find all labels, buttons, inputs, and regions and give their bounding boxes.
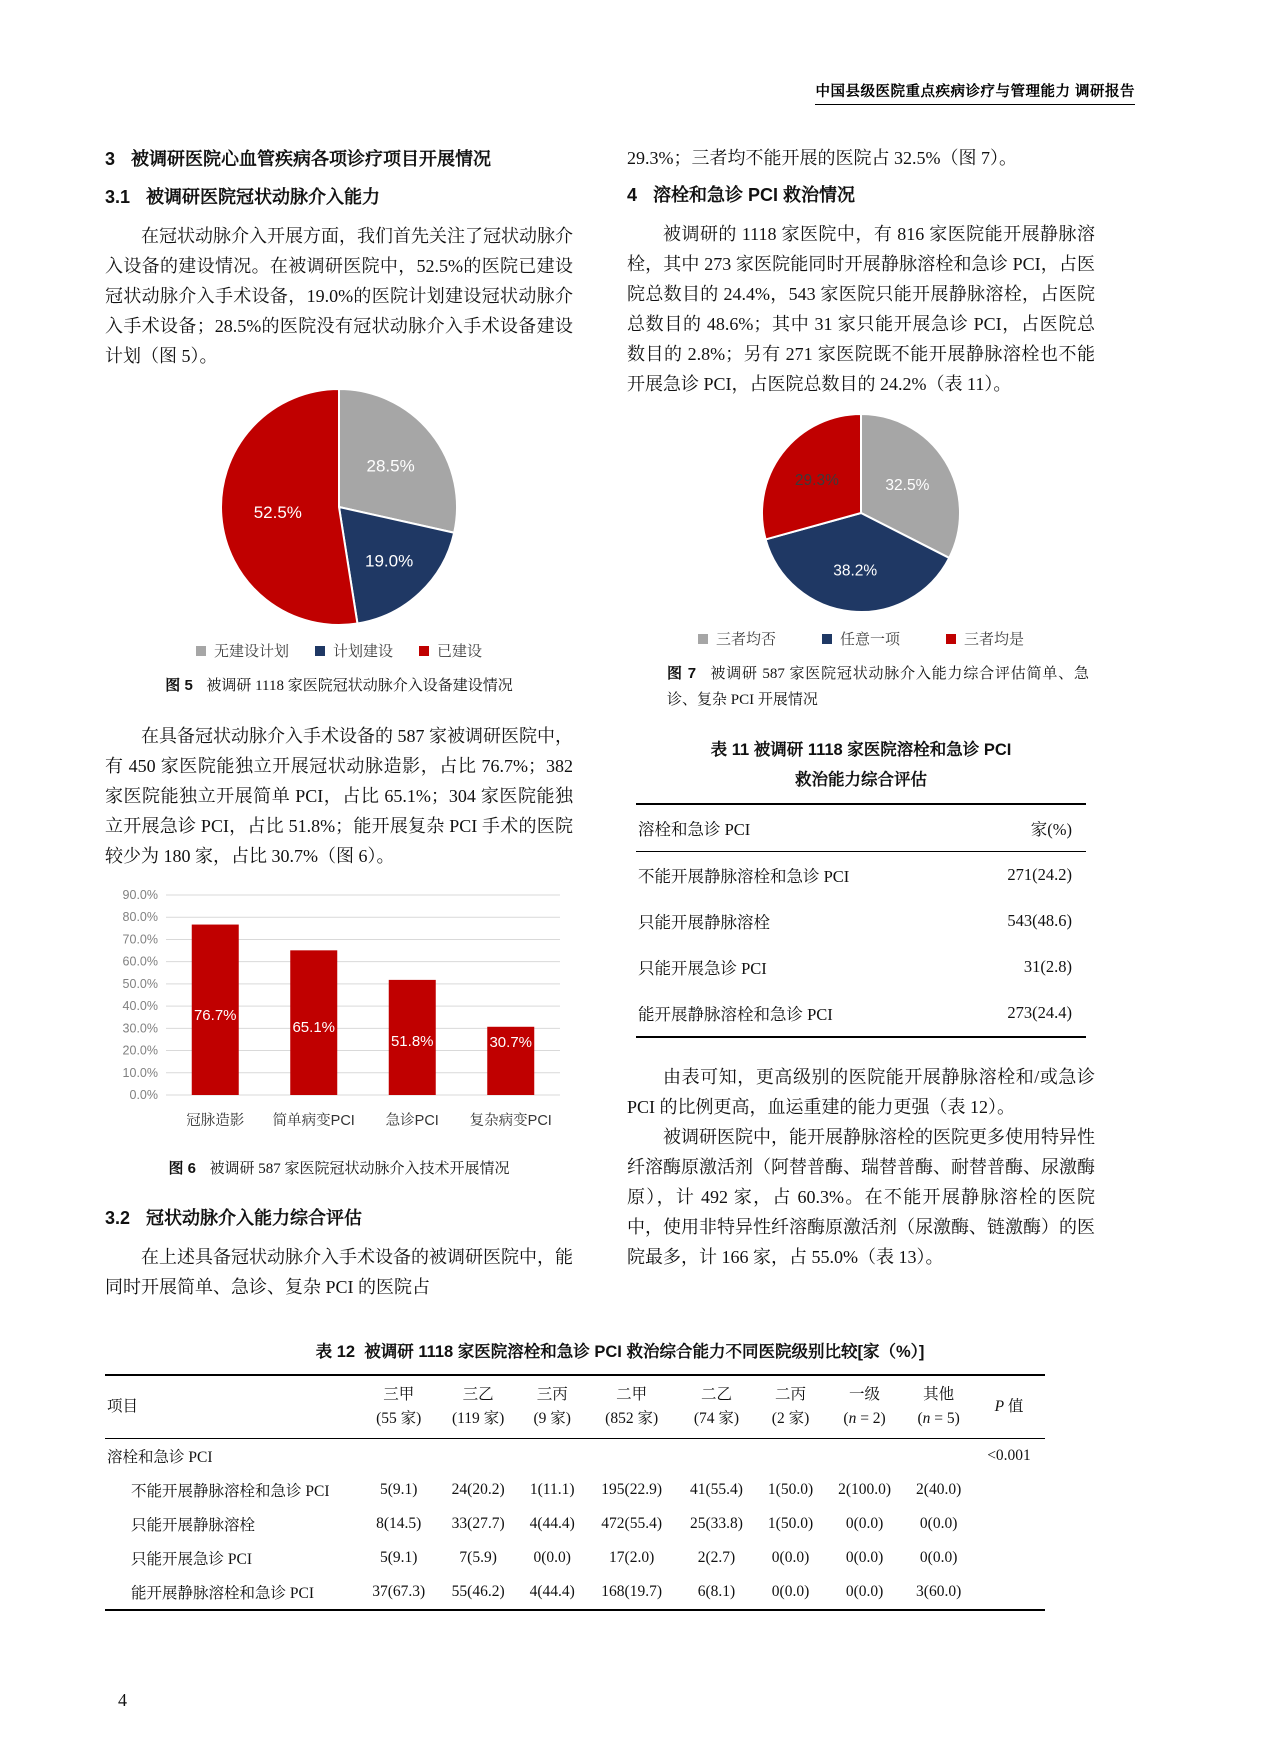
- legend-label: 已建设: [437, 643, 483, 660]
- t12-row-label: 能开展静脉溶栓和急诊 PCI: [131, 1585, 314, 1602]
- column-header-line2: (74 家): [693, 1410, 740, 1427]
- table-label: 表 11: [710, 741, 750, 759]
- figure-6: [105, 881, 573, 1144]
- bar-chart-pci-techniques: [108, 881, 570, 1139]
- t12-cell: [756, 1439, 825, 1474]
- paragraph: 在具备冠状动脉介入手术设备的 587 家被调研医院中，有 450 家医院能独立开展冠状动脉造影，占比 76.7%；382 家医院能独立开展简单 PCI，占比 65.1%；304 家医院能独立开展急诊 PCI，占比 51.8%；能开展复杂 PCI 手术的医院较少为 180 家，占比 30.7%（图 6）。: [105, 726, 573, 866]
- t12-cell: 24(20.2): [451, 1481, 505, 1498]
- column-header-line2: (9 家): [533, 1410, 571, 1427]
- t11-row-label: 能开展静脉溶栓和急诊 PCI: [638, 1005, 833, 1024]
- paragraph: 在冠状动脉介入开展方面，我们首先关注了冠状动脉介入设备的建设情况。在被调研医院中，52.5%的医院已建设冠状动脉介入手术设备，19.0%的医院计划建设冠状动脉介入手术设备；28.5%的医院没有冠状动脉介入手术设备建设计划（图 5）。: [105, 226, 573, 366]
- y-tick-label: 20.0%: [122, 1043, 158, 1058]
- t12-cell: 25(33.8): [690, 1515, 743, 1532]
- column-header-line2: (119 家): [451, 1410, 505, 1427]
- t12-cell: 1(50.0): [767, 1515, 814, 1532]
- t12-cell: 0(0.0): [533, 1549, 571, 1566]
- paragraph-continuation: 29.3%；三者均不能开展的医院占 32.5%（图 7）。: [627, 148, 1017, 168]
- section-title: 被调研医院心血管疾病各项诊疗项目开展情况: [131, 149, 492, 169]
- section-number: 3: [105, 149, 116, 169]
- t12-cell: 2(100.0): [838, 1481, 892, 1498]
- column-header-三乙: [438, 1375, 517, 1439]
- t12-cell: 1(50.0): [767, 1481, 814, 1498]
- column-header-line1: 二乙: [700, 1386, 732, 1403]
- t12-cell: 7(5.9): [459, 1549, 497, 1566]
- pie-slice-label: 38.2%: [833, 562, 878, 580]
- t12-cell: 0(0.0): [845, 1515, 884, 1532]
- pie-chart-equipment: [208, 381, 470, 633]
- table-header-row: [636, 804, 1086, 852]
- legend-swatch: [698, 634, 708, 644]
- figure-label: 图 7: [667, 665, 697, 682]
- y-tick-label: 50.0%: [122, 976, 158, 991]
- t12-cell: [518, 1439, 587, 1474]
- t12-cell: 4(44.4): [529, 1515, 575, 1532]
- x-category-label: 简单病变PCI: [272, 1113, 355, 1129]
- t12-cell: 6(8.1): [697, 1583, 736, 1600]
- table-row: [105, 1507, 1045, 1541]
- figure-7: [627, 409, 1095, 649]
- page-number: 4: [118, 1690, 127, 1710]
- t11-row-value: 271(24.2): [1007, 865, 1072, 884]
- t12-cell: 17(2.0): [609, 1549, 655, 1566]
- legend-item-任意一项: [822, 628, 900, 649]
- legend-swatch: [315, 646, 325, 656]
- table-row: [105, 1575, 1045, 1610]
- pie-slice-label: 29.3%: [794, 471, 839, 489]
- t12-cell: 4(44.4): [529, 1583, 575, 1600]
- table-row: [636, 990, 1086, 1037]
- column-header-line2: (852 家): [605, 1410, 659, 1427]
- t12-row-label: 只能开展急诊 PCI: [131, 1551, 252, 1568]
- t12-cell: 0(0.0): [919, 1549, 958, 1566]
- y-tick-label: 80.0%: [122, 910, 158, 925]
- legend-label: 任意一项: [839, 631, 900, 648]
- t12-cell: 0(0.0): [771, 1549, 810, 1566]
- t12-cell: 472(55.4): [601, 1515, 662, 1532]
- section-number: 3.2: [105, 1208, 131, 1228]
- t12-p-value-cell: [973, 1507, 1045, 1541]
- t12-cell: 0(0.0): [845, 1583, 884, 1600]
- paragraph: 被调研医院中，能开展静脉溶栓的医院更多使用特异性纤溶酶原激活剂（阿替普酶、瑞替普酶、耐替普酶、尿激酶原），计 492 家，占 60.3%。在不能开展静脉溶栓的医院中，使用非特异性纤溶酶原激活剂（尿激酶、链激酶）的医院最多，计 166 家，占 55.0%（表 13）。: [627, 1127, 1095, 1267]
- t12-cell: 8(14.5): [376, 1515, 422, 1532]
- table-row: [105, 1473, 1045, 1507]
- legend-swatch: [419, 646, 429, 656]
- figure-5-legend: [105, 640, 573, 661]
- t11-row-label: 不能开展静脉溶栓和急诊 PCI: [638, 867, 850, 886]
- column-header-二甲: [587, 1375, 677, 1439]
- t12-cell: 55(46.2): [451, 1583, 505, 1600]
- t12-row-label: 只能开展静脉溶栓: [131, 1517, 256, 1534]
- paragraph: 被调研的 1118 家医院中，有 816 家医院能开展静脉溶栓，其中 273 家医院能同时开展静脉溶栓和急诊 PCI，占医院总数目的 24.4%，543 家医院只能开展静脉溶栓，占医院总数目的 48.6%；其中 31 家只能开展急诊 PCI，占医院总数目的 2.8%；另有 271 家医院既不能开展静脉溶栓也不能开展急诊 PCI，占医院总数目的 24.2%（表 11）。: [627, 224, 1095, 394]
- t12-cell: 195(22.9): [601, 1481, 662, 1498]
- legend-item-计划建设: [315, 640, 393, 661]
- table-caption-line1: 被调研 1118 家医院溶栓和急诊 PCI: [753, 741, 1012, 759]
- t12-p-value-cell: <0.001: [987, 1447, 1031, 1464]
- table-caption-text: 被调研 1118 家医院溶栓和急诊 PCI 救治综合能力不同医院级别比较[家（%）]: [364, 1343, 925, 1361]
- y-tick-label: 30.0%: [122, 1021, 158, 1036]
- legend-label: 无建设计划: [213, 643, 289, 660]
- pie-slice-label: 52.5%: [253, 502, 302, 522]
- column-header-line1: 三丙: [536, 1386, 568, 1403]
- column-header-一级: [825, 1375, 904, 1439]
- section-number: 4: [627, 185, 638, 205]
- legend-label: 三者均否: [715, 631, 776, 648]
- running-title: 中国县级医院重点疾病诊疗与管理能力 调研报告: [815, 84, 1135, 105]
- legend-swatch: [196, 646, 206, 656]
- figure-label: 图 6: [168, 1160, 196, 1177]
- t11-row-value: 273(24.4): [1007, 1003, 1072, 1022]
- t12-p-value-cell: [973, 1473, 1045, 1507]
- t12-cell: 0(0.0): [919, 1515, 958, 1532]
- legend-item-无建设计划: [196, 640, 289, 661]
- t12-cell: 3(60.0): [916, 1583, 962, 1600]
- t12-cell: [587, 1439, 677, 1474]
- y-tick-label: 10.0%: [122, 1065, 158, 1080]
- t12-cell: 33(27.7): [451, 1515, 505, 1532]
- table-row: [636, 852, 1086, 899]
- t12-cell: 41(55.4): [690, 1481, 743, 1498]
- section-title: 冠状动脉介入能力综合评估: [146, 1208, 363, 1228]
- t12-p-value-cell: [973, 1541, 1045, 1575]
- column-header-二乙: [677, 1375, 756, 1439]
- two-column-layout: [105, 143, 1135, 1302]
- y-tick-label: 0.0%: [129, 1088, 158, 1102]
- table-row: [105, 1439, 1045, 1474]
- legend-item-三者均否: [698, 628, 776, 649]
- y-tick-label: 70.0%: [122, 932, 158, 947]
- column-header-三甲: [359, 1375, 438, 1439]
- column-header-line1: 三甲: [383, 1386, 415, 1403]
- t12-cell: [438, 1439, 517, 1474]
- column-header-三丙: [518, 1375, 587, 1439]
- t12-cell: 37(67.3): [372, 1583, 426, 1600]
- t12-p-value-cell: [973, 1575, 1045, 1610]
- column-header-二丙: [756, 1375, 825, 1439]
- column-header-line1: 三乙: [462, 1386, 494, 1403]
- right-column: [627, 143, 1095, 1302]
- column-header-line2: (n = 2): [843, 1410, 886, 1427]
- figure-6-caption: [105, 1156, 573, 1182]
- t11-row-label: 只能开展急诊 PCI: [638, 959, 767, 978]
- pie-slice-label: 19.0%: [364, 551, 414, 571]
- page-header: [105, 80, 1135, 101]
- t12-cell: [359, 1439, 438, 1474]
- t12-cell: [825, 1439, 904, 1474]
- bar-value-label: 76.7%: [193, 1006, 237, 1024]
- paragraph: 在上述具备冠状动脉介入手术设备的被调研医院中，能同时开展简单、急诊、复杂 PCI 的医院占: [105, 1247, 573, 1297]
- t12-row-label: 不能开展静脉溶栓和急诊 PCI: [131, 1483, 330, 1500]
- column-header-p-value: P 值: [994, 1398, 1024, 1415]
- y-tick-label: 90.0%: [122, 888, 158, 902]
- y-tick-label: 40.0%: [122, 999, 158, 1014]
- table-12-caption: [105, 1338, 1135, 1362]
- pie-slice-label: 28.5%: [366, 456, 415, 476]
- section-title: 溶栓和急诊 PCI 救治情况: [653, 185, 856, 205]
- table-11: [636, 803, 1086, 1038]
- column-header-line2: (55 家): [376, 1410, 422, 1427]
- column-header-item: 项目: [107, 1398, 139, 1415]
- x-category-label: 冠脉造影: [186, 1113, 245, 1129]
- t11-row-label: 只能开展静脉溶栓: [638, 913, 770, 932]
- legend-item-三者均是: [946, 628, 1024, 649]
- section-3-heading: [105, 145, 573, 173]
- t12-cell: 0(0.0): [845, 1549, 884, 1566]
- t11-row-value: 31(2.8): [1023, 957, 1072, 976]
- x-category-label: 复杂病变PCI: [469, 1113, 552, 1129]
- t12-cell: 2(40.0): [916, 1481, 962, 1498]
- legend-swatch: [946, 634, 956, 644]
- table-row: [105, 1541, 1045, 1575]
- section-title: 被调研医院冠状动脉介入能力: [146, 187, 381, 207]
- t12-cell: [677, 1439, 756, 1474]
- t12-row-label: 溶栓和急诊 PCI: [107, 1449, 213, 1466]
- table-label: 表 12: [315, 1343, 356, 1361]
- bar-value-label: 51.8%: [390, 1032, 434, 1050]
- pie-chart-thrombolysis: [753, 409, 969, 621]
- section-4-heading: [627, 181, 1095, 209]
- t12-cell: 5(9.1): [379, 1481, 418, 1498]
- legend-label: 计划建设: [332, 643, 393, 660]
- table-row: [636, 944, 1086, 990]
- left-column: [105, 143, 573, 1302]
- column-header-line1: 一级: [849, 1386, 881, 1403]
- figure-caption-text: 被调研 587 家医院冠状动脉介入能力综合评估简单、急诊、复杂 PCI 开展情况: [667, 666, 1089, 708]
- figure-7-caption: [627, 661, 1095, 713]
- column-header-line2: (2 家): [771, 1410, 810, 1427]
- t11-row-value: 543(48.6): [1007, 911, 1072, 930]
- table-row: [636, 898, 1086, 944]
- t12-cell: 5(9.1): [379, 1549, 418, 1566]
- t12-cell: 2(2.7): [697, 1549, 736, 1566]
- legend-label: 三者均是: [964, 631, 1025, 648]
- figure-label: 图 5: [165, 677, 193, 694]
- section-number: 3.1: [105, 187, 131, 207]
- legend-swatch: [822, 634, 832, 644]
- table-12: [105, 1374, 1045, 1611]
- t12-cell: [904, 1439, 973, 1474]
- pie-slice-label: 32.5%: [885, 477, 930, 494]
- paragraph: 由表可知，更高级别的医院能开展静脉溶栓和/或急诊 PCI 的比例更高，血运重建的能力更强（表 12）。: [627, 1067, 1095, 1117]
- figure-7-legend: [627, 628, 1095, 649]
- bar-value-label: 30.7%: [489, 1033, 533, 1051]
- figure-caption-text: 被调研 1118 家医院冠状动脉介入设备建设情况: [206, 678, 513, 694]
- section-3-2-heading: [105, 1204, 573, 1232]
- y-tick-label: 60.0%: [122, 954, 158, 969]
- table-11-caption: [627, 735, 1095, 795]
- x-category-label: 急诊PCI: [385, 1113, 439, 1129]
- column-header-line1: 二丙: [775, 1386, 807, 1403]
- table-caption-line2: 救治能力综合评估: [795, 771, 927, 789]
- figure-5: [105, 381, 573, 661]
- column-header-其他: [904, 1375, 973, 1439]
- table-header-row: [105, 1375, 1045, 1439]
- bar-value-label: 65.1%: [292, 1019, 336, 1037]
- t12-cell: 168(19.7): [601, 1583, 662, 1600]
- column-header-line1: 二甲: [616, 1386, 648, 1403]
- figure-caption-text: 被调研 587 家医院冠状动脉介入技术开展情况: [209, 1161, 510, 1177]
- column-header: 家(%): [963, 804, 1086, 852]
- figure-5-caption: [105, 673, 573, 699]
- section-3-1-heading: [105, 183, 573, 211]
- p-italic: P: [994, 1398, 1005, 1415]
- column-header-line2: (n = 5): [917, 1410, 960, 1427]
- t12-cell: 1(11.1): [529, 1481, 575, 1498]
- column-header-line1: 其他: [923, 1386, 955, 1403]
- legend-item-已建设: [419, 640, 482, 661]
- t12-cell: 0(0.0): [771, 1583, 810, 1600]
- column-header: 溶栓和急诊 PCI: [636, 804, 963, 852]
